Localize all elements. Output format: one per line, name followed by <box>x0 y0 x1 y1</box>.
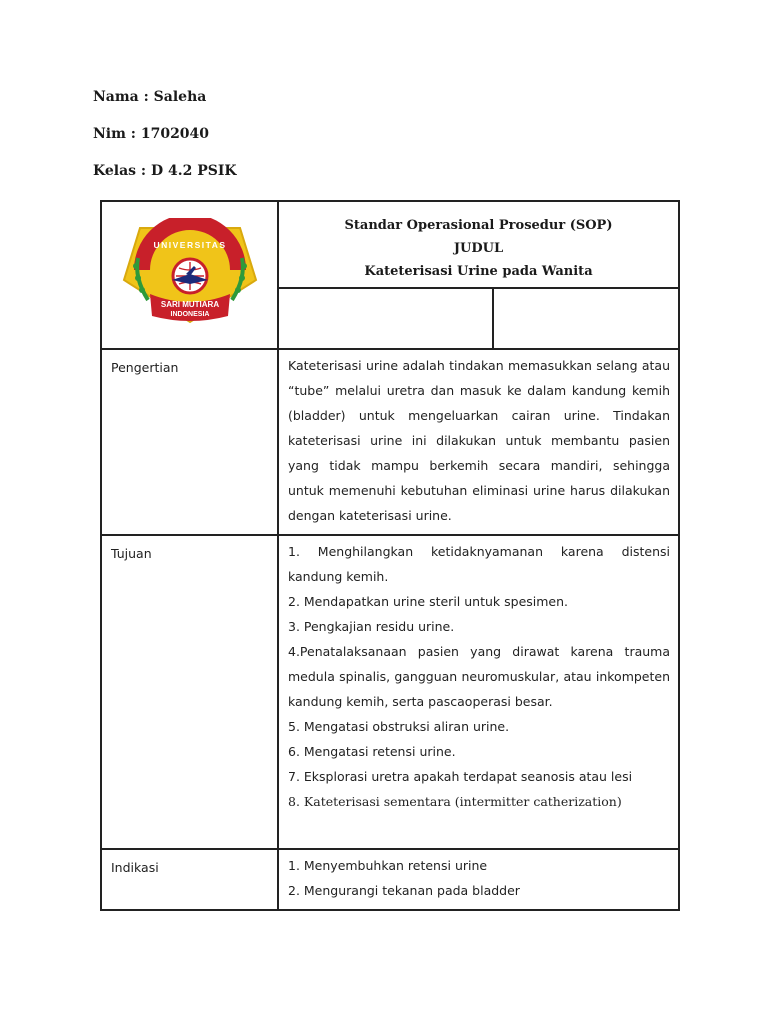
university-logo <box>120 218 260 328</box>
sop-judul-label: JUDUL <box>453 241 504 256</box>
logo-cell <box>101 201 278 349</box>
pengertian-label: Pengertian <box>101 349 278 535</box>
sop-title: Standar Operasional Prosedur (SOP) <box>344 218 613 233</box>
list-item: 1. Menghilangkan ketidaknyamanan karena distensi kandung kemih. <box>288 544 671 584</box>
student-name: Nama : Saleha <box>93 89 207 105</box>
student-class: Kelas : D 4.2 PSIK <box>93 163 237 179</box>
list-item: 2. Mendapatkan urine steril untuk spesimen. <box>288 594 569 609</box>
list-item: 8. Kateterisasi sementara (intermitter catherization) <box>288 794 622 809</box>
logo-top-text: UNIVERSITAS <box>152 240 227 250</box>
tujuan-list <box>278 535 679 849</box>
list-item: 1. Menyembuhkan retensi urine <box>288 858 488 873</box>
blank-cell-left <box>278 288 493 349</box>
list-item: 4.Penatalaksanaan pasien yang dirawat karena trauma medula spinalis, gangguan neuromuskular, atau inkompeten kandung kemih, serta pascaoperasi besar. <box>288 644 671 709</box>
blank-cell-right <box>493 288 679 349</box>
pengertian-text: Kateterisasi urine adalah tindakan memasukkan selang atau “tube” melalui uretra dan masuk ke dalam kandung kemih (bladder) untuk mengeluarkan cairan urine. Tindakan kateterisasi urine ini dilakukan untuk membantu pasien yang tidak mampu berkemih secara mandiri, sehingga untuk memenuhi kebutuhan eliminasi urine harus dilakukan dengan kateterisasi urine. <box>278 349 679 535</box>
indikasi-label: Indikasi <box>101 849 278 910</box>
indikasi-list <box>278 849 679 910</box>
list-item: 6. Mengatasi retensi urine. <box>288 744 456 759</box>
sop-procedure-title: Kateterisasi Urine pada Wanita <box>364 264 593 279</box>
list-item: 7. Eksplorasi uretra apakah terdapat seanosis atau lesi <box>288 769 633 784</box>
list-item: 3. Pengkajian residu urine. <box>288 619 455 634</box>
list-item: 2. Mengurangi tekanan pada bladder <box>288 883 520 898</box>
logo-bottom-text-2: INDONESIA <box>170 311 209 318</box>
student-nim: Nim : 1702040 <box>93 126 210 142</box>
logo-bottom-text-1: SARI MUTIARA <box>160 300 219 309</box>
tujuan-label: Tujuan <box>101 535 278 849</box>
sop-table <box>100 200 680 911</box>
list-item: 5. Mengatasi obstruksi aliran urine. <box>288 719 510 734</box>
title-cell <box>278 201 679 288</box>
